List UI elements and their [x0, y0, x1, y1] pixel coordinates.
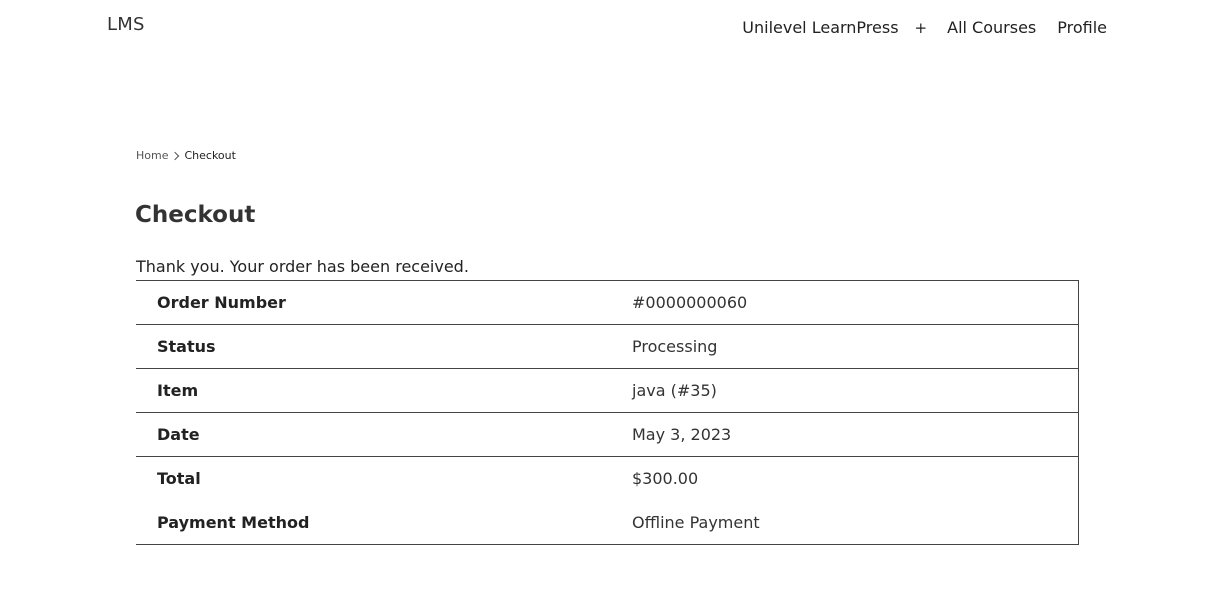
page-title: Checkout — [135, 202, 256, 228]
nav-item-unilevel-learnpress[interactable]: Unilevel LearnPress — [742, 18, 899, 37]
total-value: $300.00 — [632, 469, 699, 489]
item-value: java (#35) — [632, 369, 1079, 413]
table-row — [136, 325, 1079, 369]
breadcrumb-current: Checkout — [184, 149, 236, 162]
submenu-toggle-plus-icon[interactable]: + — [914, 18, 928, 37]
table-row — [136, 369, 1079, 413]
breadcrumb-home-link[interactable]: Home — [136, 149, 169, 162]
table-row — [136, 501, 1079, 545]
date-value: May 3, 2023 — [632, 413, 1079, 457]
order-details-table — [136, 280, 1079, 545]
table-row — [136, 281, 1079, 325]
order-number-value: #0000000060 — [632, 281, 1079, 325]
table-row — [136, 457, 1079, 501]
order-number-label: Order Number — [136, 281, 632, 325]
nav-item-profile[interactable]: Profile — [1057, 18, 1107, 37]
table-row — [136, 413, 1079, 457]
breadcrumb — [136, 149, 236, 162]
main-nav — [742, 18, 1107, 37]
payment-method-value: Offline Payment — [632, 512, 760, 532]
status-label: Status — [136, 325, 632, 369]
total-label: Total — [157, 469, 201, 489]
site-title-link[interactable]: LMS — [107, 14, 145, 35]
payment-method-label: Payment Method — [157, 512, 310, 532]
nav-item-all-courses[interactable]: All Courses — [947, 18, 1037, 37]
chevron-right-icon — [171, 151, 179, 159]
order-received-message: Thank you. Your order has been received. — [136, 257, 469, 276]
status-value: Processing — [632, 325, 1079, 369]
date-label: Date — [136, 413, 632, 457]
site-header — [0, 0, 1213, 60]
item-label: Item — [136, 369, 632, 413]
